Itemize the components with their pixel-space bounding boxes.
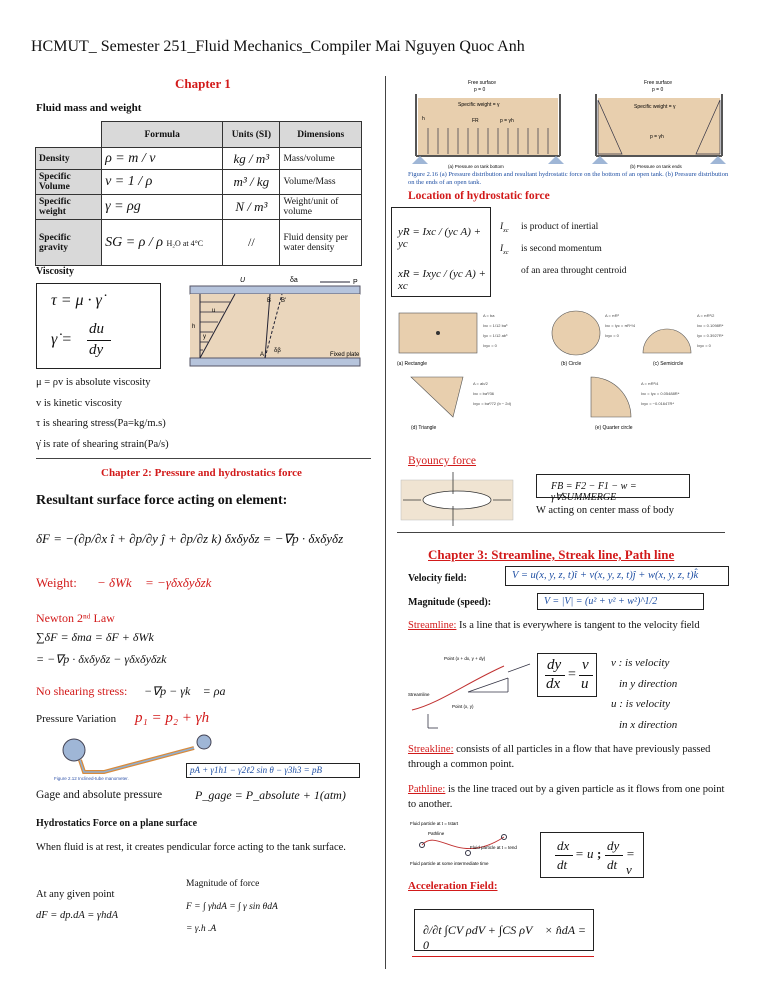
formula-specific-weight: γ = ρg xyxy=(102,195,223,220)
sl-note-2: in y direction xyxy=(619,678,678,690)
section-divider-2 xyxy=(397,532,725,533)
tank-b-p0: p = 0 xyxy=(652,87,664,93)
viscosity-heading: Viscosity xyxy=(36,266,74,277)
svg-text:Ixyc = −0.01647R⁴: Ixyc = −0.01647R⁴ xyxy=(641,401,675,406)
svg-text:Ixyc = 0: Ixyc = 0 xyxy=(605,333,619,338)
streakline-term: Streakline: xyxy=(408,744,454,755)
plate-label-y: y xyxy=(203,334,206,340)
tank-a-free-surface: Free surface xyxy=(468,80,497,86)
inertia-note-1: is product of inertial xyxy=(521,222,599,232)
streamline-fig-p1: Point (x + dx, y + dy) xyxy=(444,656,486,661)
viscosity-box xyxy=(36,283,161,369)
gage-equation: P_gage = P_absolute + 1(atm) xyxy=(195,788,346,802)
shape-rect-label: (a) Rectangle xyxy=(397,361,428,367)
svg-text:Ixyc = ba²/72 (b − 2d): Ixyc = ba²/72 (b − 2d) xyxy=(473,401,512,406)
svg-text:Ixc = 0.1098R⁴: Ixc = 0.1098R⁴ xyxy=(697,323,724,328)
frac-bar xyxy=(87,340,111,341)
tank-a-fr: FR xyxy=(472,118,479,124)
streamline-equation-box: dy dx = v u xyxy=(537,653,597,697)
tank-b-pyh: p = γh xyxy=(650,134,664,140)
dim-density: Mass/volume xyxy=(280,148,362,170)
figure-2-16-caption: Figure 2.16 (a) Pressure distribution and resultant hydrostatic force on the bottom of an open tank. (b) Pressure distribution on the ends of an open tank. xyxy=(408,171,729,186)
gage-label: Gage and absolute pressure xyxy=(36,789,163,801)
svg-text:Ixc = Iyc = πR⁴/4: Ixc = Iyc = πR⁴/4 xyxy=(605,323,636,328)
shape-circle-label: (b) Circle xyxy=(561,361,582,367)
svg-text:A = πR²: A = πR² xyxy=(605,313,619,318)
pathline-fig-c: Fluid particle at t = tend xyxy=(470,845,517,850)
strain-rate-lhs: γ̇ = xyxy=(51,331,73,348)
formula-specific-gravity xyxy=(102,220,223,266)
sl-note-3: u : is velocity xyxy=(611,698,670,710)
fluid-mass-heading: Fluid mass and weight xyxy=(36,102,142,114)
shape-triangle-label: (d) Triangle xyxy=(411,425,437,431)
formula-density: ρ = m / v xyxy=(102,148,223,170)
row-density: Density xyxy=(36,148,102,170)
buoyancy-figure xyxy=(397,470,517,528)
df-equation: dF = dp.dA = γhdA xyxy=(36,910,118,921)
tank-pressure-figure xyxy=(408,78,728,170)
streamline-text: Is a line that is everywhere is tangent to the velocity field xyxy=(456,620,700,631)
no-shear-label: No shearing stress: xyxy=(36,684,128,698)
sg-formula: SG = ρ / ρ xyxy=(105,234,163,250)
inertia-note-3: of an area throught centroid xyxy=(521,266,627,276)
buoyancy-note: W acting on center mass of body xyxy=(536,505,675,516)
newton-label: Newton 2ⁿᵈ Law xyxy=(36,611,115,625)
manometer-caption: Figure 2.12 Inclined-tube manometer. xyxy=(54,776,129,781)
row-specific-weight: Specific weight xyxy=(36,195,102,220)
tank-a-pb: p = γh xyxy=(500,118,514,124)
pressure-variation-eq: p₁ = p₂ + γh xyxy=(135,710,210,726)
svg-text:Ixc = ba³/36: Ixc = ba³/36 xyxy=(473,391,495,396)
streamline-fig-label: Streamline xyxy=(408,692,430,697)
sl-note-4: in x direction xyxy=(619,719,678,731)
manometer-equation: pA + γ1h1 − γ2ℓ2 sin θ − γ3h3 = pB xyxy=(186,763,360,778)
streamline-figure xyxy=(408,652,536,732)
properties-table xyxy=(35,121,362,266)
section-divider-1 xyxy=(36,458,371,459)
pathline-term: Pathline: xyxy=(408,784,446,795)
resultant-heading: Resultant surface force acting on element: xyxy=(36,493,288,508)
page-header: HCMUT_ Semester 251_Fluid Mechanics_Compiler Mai Nguyen Quoc Anh xyxy=(31,38,525,55)
plate-label-h: h xyxy=(192,324,196,330)
svg-text:A = πR²/4: A = πR²/4 xyxy=(641,381,659,386)
pathline-fig-d: Fluid particle at some intermediate time xyxy=(410,861,489,866)
units-specific-volume: m³ / kg xyxy=(223,170,280,195)
velocity-field-label: Velocity field: xyxy=(408,573,467,584)
tank-a-caption: (a) Pressure on tank bottom xyxy=(448,164,504,169)
viscosity-note-1: μ = ρv is absolute viscosity xyxy=(36,377,151,388)
no-shear-eq: −∇p − γk⃗ = ρa xyxy=(144,684,226,698)
pathline-fig-a: Fluid particle at t = tstart xyxy=(410,821,459,826)
dim-specific-volume: Volume/Mass xyxy=(280,170,362,195)
strain-rate-num: du xyxy=(89,321,104,337)
svg-text:Iyc = 0.3927R⁴: Iyc = 0.3927R⁴ xyxy=(697,333,724,338)
plate-label-p: P xyxy=(353,279,358,286)
svg-text:Iyc = 1/12 ab³: Iyc = 1/12 ab³ xyxy=(483,333,508,338)
buoyancy-equation: FB = F2 − F1 − w = γ∀SUMMERGE xyxy=(536,474,690,498)
tank-a-h: h xyxy=(422,116,425,122)
magnitude-label: Magnitude of force xyxy=(186,879,260,889)
pathline-fig-b: Pathline xyxy=(428,831,445,836)
xr-equation: xR = Ixyc / (yc A) + xc xyxy=(398,268,486,292)
hydrostatic-force-heading: Hydrostatics Force on a plane surface xyxy=(36,818,198,829)
tank-a-p0: p = 0 xyxy=(474,87,486,93)
column-divider xyxy=(385,76,386,969)
svg-text:Ixyc = 0: Ixyc = 0 xyxy=(483,343,497,348)
force-integral-eq: F = ∫ γhdA = ∫ γ sin θdA xyxy=(186,902,278,912)
chapter3-title: Chapter 3: Streamline, Streak line, Path line xyxy=(428,547,675,562)
dim-specific-weight: Weight/unit of volume xyxy=(280,195,362,220)
tank-a-specific-weight: Specific weight = γ xyxy=(458,102,500,108)
chapter1-title: Chapter 1 xyxy=(175,76,231,91)
weight-equation: − δWk⃗ = −γδxδyδzk⃗ xyxy=(97,575,222,590)
acceleration-equation: ∂/∂t ∫CV ρdV + ∫CS ρV⃗ × n̂dA = 0 xyxy=(414,909,594,951)
pathline-definition xyxy=(408,782,730,812)
newton-eq-1: ∑δF = δma = δF + δWk⃗ xyxy=(36,630,164,644)
buoyancy-heading: Byouncy force xyxy=(408,455,477,467)
plate-label-da: δa xyxy=(290,277,298,284)
svg-text:Ixyc = 0: Ixyc = 0 xyxy=(697,343,711,348)
viscosity-note-4: γ̇ is rate of shearing strain(Pa/s) xyxy=(36,439,169,450)
col-units: Units (SI) xyxy=(223,122,280,148)
col-formula: Formula xyxy=(102,122,223,148)
units-specific-weight: N / m³ xyxy=(223,195,280,220)
pathline-text: is the line traced out by a given particle as it flows from one point to another. xyxy=(408,784,725,810)
tank-b-free-surface: Free surface xyxy=(644,80,673,86)
plate-label-bp: B' xyxy=(281,298,287,304)
dim-specific-gravity: Fluid density per water density xyxy=(280,220,362,266)
acceleration-underline xyxy=(412,956,594,957)
streamline-definition xyxy=(408,619,730,633)
chapter2-title: Chapter 2: Pressure and hydrostatics force xyxy=(101,467,302,479)
streakline-text: consists of all particles in a flow that have previously passed through a common point. xyxy=(408,744,711,770)
inertia-note-2: is second momentum xyxy=(521,244,602,254)
tank-b-specific-weight: Specific weight = γ xyxy=(634,104,676,110)
resultant-equation: δF = −(∂p/∂x î + ∂p/∂y ĵ + ∂p/∂z k) δxδyδz = −∇p · δxδyδz xyxy=(36,531,344,546)
streakline-definition xyxy=(408,742,730,772)
yr-equation: yR = Ixc / (yc A) + yc xyxy=(398,226,482,250)
streamline-term: Streamline: xyxy=(408,620,457,631)
magnitude-speed-label: Magnitude (speed): xyxy=(408,597,492,608)
units-specific-gravity: // xyxy=(223,220,280,266)
svg-text:Ixc = Iyc = 0.05488R⁴: Ixc = Iyc = 0.05488R⁴ xyxy=(641,391,680,396)
pathline-equation-box: dx dt = u ; dy dt = v xyxy=(540,832,644,878)
strain-rate-den: dy xyxy=(89,342,104,358)
svg-text:Ixc = 1/12 ba³: Ixc = 1/12 ba³ xyxy=(483,323,508,328)
hydrostatic-force-text: When fluid is at rest, it creates pendicular force acting to the tank surface. xyxy=(36,842,346,853)
row-specific-volume: Specific Volume xyxy=(36,170,102,195)
sg-subscript: H₂O at 4°C xyxy=(166,238,204,248)
pathline-figure xyxy=(408,817,526,875)
plate-label-b: B xyxy=(267,298,272,304)
streamline-fig-p2: Point (x, y) xyxy=(452,704,474,709)
shape-semicircle-label: (c) Semicircle xyxy=(653,361,684,367)
velocity-field-eq: V = u(x, y, z, t)î + v(x, y, z, t)ĵ + w(x, y, z, t)k̂ xyxy=(505,566,729,586)
svg-text:A = ab/2: A = ab/2 xyxy=(473,381,488,386)
plate-label-db: δβ xyxy=(274,348,281,354)
svg-text:A = πR²/2: A = πR²/2 xyxy=(697,313,715,318)
force-result-eq: = γ.h .A xyxy=(186,924,217,934)
centroid-shapes-figure xyxy=(391,305,731,433)
plate-label-fixed: Fixed plate xyxy=(330,352,360,358)
newton-eq-2: = −∇p · δxδyδz − γδxδyδzk⃗ xyxy=(36,652,176,666)
col-dimensions: Dimensions xyxy=(280,122,362,148)
viscosity-note-3: τ is shearing stress(Pa=kg/m.s) xyxy=(36,418,166,429)
any-point-label: At any given point xyxy=(36,889,115,900)
plate-label-uu: u xyxy=(212,308,216,314)
svg-text:A = ba: A = ba xyxy=(483,313,495,318)
plate-label-u: U xyxy=(240,277,246,284)
shear-eq: τ = μ · γ̇ xyxy=(51,292,102,309)
acceleration-heading: Acceleration Field: xyxy=(408,880,498,892)
viscosity-note-2: v is kinetic viscosity xyxy=(36,398,123,409)
magnitude-speed-eq: V = |V| = (u² + v² + w²)^1/2 xyxy=(537,593,704,610)
formula-specific-volume: v = 1 / ρ xyxy=(102,170,223,195)
location-equations-box xyxy=(391,207,491,297)
location-heading: Location of hydrostatic force xyxy=(408,190,550,202)
sl-note-1: v : is velocity xyxy=(611,657,670,669)
plate-flow-figure xyxy=(170,276,370,372)
tank-b-caption: (b) Pressure on tank ends xyxy=(630,164,682,169)
plate-label-a: A xyxy=(260,352,265,358)
units-density: kg / m³ xyxy=(223,148,280,170)
shape-quarter-label: (e) Quarter circle xyxy=(595,425,633,431)
row-specific-gravity: Specific gravity xyxy=(36,220,102,266)
pressure-variation-label: Pressure Variation xyxy=(36,713,117,725)
weight-label: Weight: xyxy=(36,575,77,590)
